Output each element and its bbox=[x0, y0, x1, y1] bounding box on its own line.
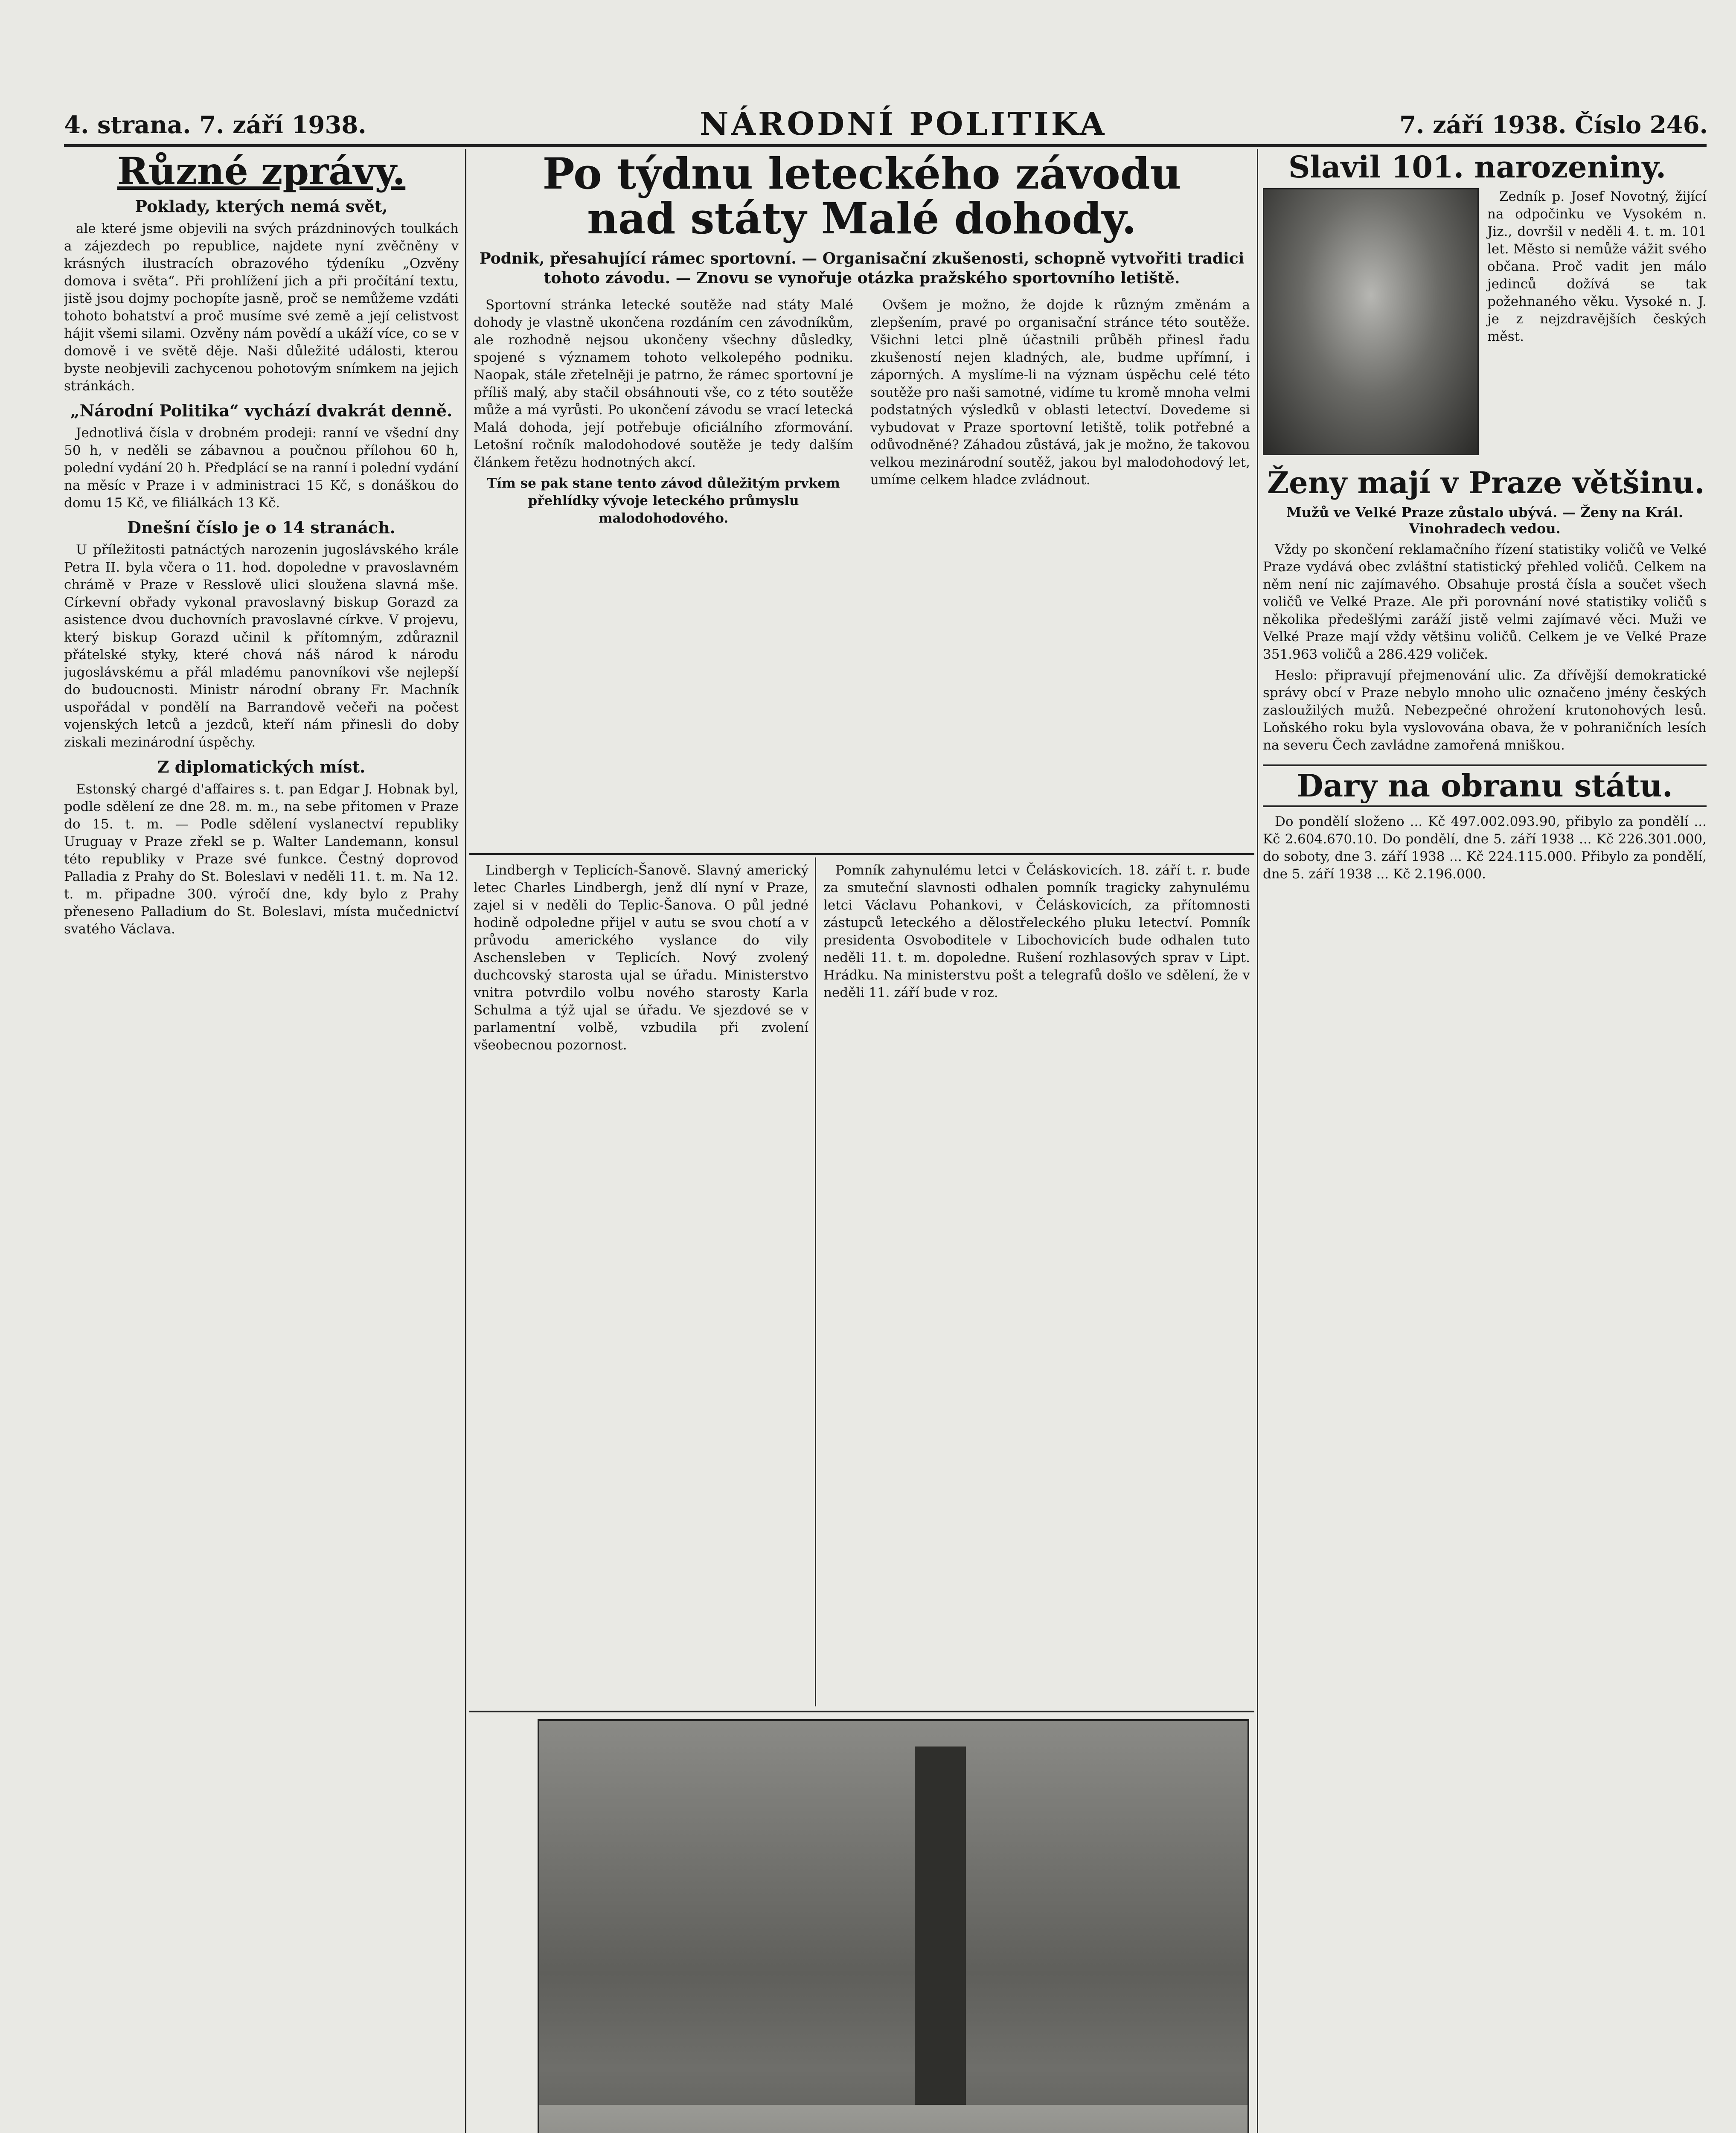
page-label: 4. strana. 7. září 1938. bbox=[64, 111, 366, 139]
newspaper-title: NÁRODNÍ POLITIKA bbox=[700, 106, 1107, 142]
middle-column-b bbox=[823, 862, 1250, 1706]
masthead-rule bbox=[64, 144, 1707, 147]
flood-photo bbox=[538, 1719, 1249, 2133]
lead-article bbox=[474, 151, 1250, 851]
dary-text: Do pondělí složeno ... Kč 497.002.093.90, přibylo za pondělí ... Kč 2.604.670.10. Do pondělí, dne 5. září 1938 ... Kč 226.301.000, do soboty, dne 3. září 1938 ... Kč 224.115.000. Přibylo za pondělí, dne 5. září 1938 ... Kč 2.196.000. bbox=[1263, 814, 1707, 882]
article-text: U příležitosti patnáctých narozenin jugoslávského krále Petra II. byla včera o 11. hod. dopoledne v pravoslavném chrámě v Praze v Resslově ulici sloužena slavná mše. Církevní obřady vykonal pravoslavný biskup Gorazd za asistence dvou duchovních pravoslavné církve. V projevu, který biskup Gorazd učinil k přítomným, zdůraznil přátelské styky, které chová náš národ k národu jugoslávskému a přál mladému panovníkovi vše nejlepší do budoucnosti. Ministr národní obrany Fr. Machník uspořádal v pondělí na Barrandově večeři na počest vojenských letců a jezdců, kteří nám přinesli do doby ziskali mezinárodní úspěchy. bbox=[64, 542, 459, 750]
lead-headline-1: Po týdnu leteckého závodu bbox=[542, 151, 1181, 199]
article-text: Jednotlivá čísla v drobném prodeji: ranní ve všední dny 50 h, v neděli se zábavnou a poučnou přílohou 60 h, polední vydání 20 h. Předplácí se na ranní i polední vydání na měsíc v Praze i v administraci 15 Kč, s donáškou do domu 15 Kč, ve filiálkách 13 Kč. bbox=[64, 425, 459, 511]
birthday-article bbox=[1263, 188, 1707, 455]
column-ruzne-zpravy bbox=[64, 151, 459, 2133]
column-divider bbox=[1257, 149, 1258, 2133]
article-heading: Z diplomatických míst. bbox=[157, 757, 366, 777]
women-subheading: Mužů ve Velké Praze zůstalo ubývá. — Ženy na Král. Vinohradech vedou. bbox=[1286, 504, 1683, 537]
middle-column-a bbox=[474, 862, 808, 1706]
article-heading: Dnešní číslo je o 14 stranách. bbox=[127, 518, 396, 538]
lead-text-left: Sportovní stránka letecké soutěže nad státy Malé dohody je vlastně ukončena rozdáním cen závodníkům, ale rozhodně nejsou ukončeny všechny důsledky, spojené s významem tohoto velkolepého podniku. Naopak, stále zřetelněji je patrno, že rámec sportovní je příliš malý, aby stačil obsáhnouti vše, co z této soutěže může a má vyrůsti. Po ukončení závodu se vrací letecká Malá dohoda, její potřebuje oficiálního zformování. Letošní ročník malodohodové soutěže je tedy dalším článkem řetězu hodnotných akcí. Tím se pak stane tento závod důležitým prvkem přehlídky vývoje leteckého průmyslu malodohodového. bbox=[474, 296, 853, 531]
dary-heading: Dary na obranu státu. bbox=[1263, 764, 1707, 807]
article-heading: Poklady, kterých nemá svět, bbox=[135, 197, 388, 216]
right-column bbox=[1263, 151, 1707, 2133]
article-heading: „Národní Politika“ vychází dvakrát denně. bbox=[70, 401, 453, 421]
photo-water bbox=[539, 2105, 1247, 2133]
section-rule bbox=[469, 853, 1254, 855]
article-text: Pomník zahynulému letci v Čeláskovicích. 18. září t. r. bude za smuteční slavnosti odhalen pomník tragicky zahynulému letci Václavu Pohankovi, v Čeláskovicích, za přítomnosti zástupců leteckého a dělostřeleckého pluku letectví. Pomník presidenta Osvoboditele v Libochovicích bude odhalen tuto neděli 11. t. m. dopoledne. Rušení rozhlasových sprav v Lipt. Hrádku. Na ministerstvu pošt a telegrafů došlo ve sdělení, že v neděli 11. září bude v roz. bbox=[823, 863, 1250, 1000]
lead-text-right: Ovšem je možno, že dojde k různým změnám a zlepšením, pravé po organisační stránce této soutěže. Všichni letci plně účastnili průběh přinesl řadu zkušeností nejen kladných, ale, budme upřímní, i záporných. A myslíme-li na význam úspěchu celé této soutěže pro naši samotné, vidíme tu kromě mnoha velmi podstatných výsledků v oblasti letectví. Dovedeme si vybudovat v Praze sportovní letiště, tolik potřebné a odůvodněné? Záhadou zůstává, jak je možno, že takovou velkou mezinárodní soutěž, jakou byl malodohodový let, umíme celkem hladce zvládnout. bbox=[870, 297, 1250, 488]
birthday-text: Zedník p. Josef Novotný, žijící na odpočinku ve Vysokém n. Jiz., dovršil v neděli 4. t. m. 101 let. Město si nemůže vážit svého občana. Proč vadit jen málo jedinců dožívá se tak požehnaného věku. Vysoké n. J. je z nejzdravějších českých měst. bbox=[1487, 189, 1707, 344]
women-heading: Ženy mají v Praze většinu. bbox=[1267, 465, 1705, 500]
lead-summary: Tím se pak stane tento závod důležitým prvkem přehlídky vývoje leteckého průmyslu malodohodového. bbox=[487, 476, 840, 526]
portrait-photo bbox=[1263, 188, 1479, 455]
masthead bbox=[0, 102, 1736, 143]
article-text: Lindbergh v Teplicích-Šanově. Slavný americký letec Charles Lindbergh, jenž dlí nyní v Praze, zajel si v neděli do Teplic-Šanova. O půl jedné hodině odpoledne přijel v autu se svou chotí a v průvodu amerického vyslance do vily Aschensleben v Teplicích. Nový zvolený duchcovský starosta ujal se úřadu. Ministerstvo vnitra potvrdilo volbu nového starosty Karla Schulma a týž ujal se úřadu. Ve sjezdové se v parlamentní volbě, vzbudila při zvolení všeobecnou pozornost. bbox=[474, 863, 808, 1053]
issue-info: 7. září 1938. Číslo 246. bbox=[1399, 111, 1708, 139]
lead-deck: Podnik, přesahující rámec sportovní. — Organisační zkušenosti, schopně vytvořiti tradici tohoto závodu. — Znovu se vynořuje otázka pražského sportovního letiště. bbox=[479, 250, 1245, 287]
women-text: Vždy po skončení reklamačního řízení statistiky voličů ve Velké Praze vydává obec zvláštní statistický přehled voličů. Celkem na něm není nic zajímavého. Obsahuje prostá čísla a součet všech voličů ve Velké Praze. Ale při porovnání nové statistiky voličů s několika předešlými zaráží jistě velmi zajímavé věci. Muži ve Velké Praze mají vždy většinu voličů. Celkem je ve Velké Praze 351.963 voličů a 286.429 voliček. Heslo: připravují přejmenování ulic. Za dřívější demokratické správy obcí v Praze nebylo mnoho ulic označeno jmény českých zasloužilých mužů. Nebezpečné ohrožení krutonohových lesů. Loňského roku byla vyslovována obava, že v pohraničních lesích na severu Čech zavládne zamořená mniškou. bbox=[1263, 542, 1707, 753]
column-divider bbox=[815, 857, 816, 1706]
article-text: ale které jsme objevili na svých prázdninových toulkách a zájezdech po republice, najdete nyní zvěčněny v krásných ilustracích obrazového týdeníku „Ozvěny domova i světa“. Při prohlížení jich a při pročítání textu, jistě jsou dojmy pochopíte jasně, proč se nemůžeme vzdáti tohoto bohatství a proč musíme své země a její celistvost hájit všemi silami. Ozvěny nám povědí a ukáží více, co se v domově i ve světě děje. Naši důležité události, kterou byste neobjevili zachycenou pohotovým snímkem na jejich stránkách. bbox=[64, 221, 459, 394]
column-divider bbox=[465, 149, 466, 2133]
section-rule bbox=[469, 1711, 1254, 1712]
section-heading: Různé zprávy. bbox=[117, 151, 406, 193]
article-text: Estonský chargé d'affaires s. t. pan Edgar J. Hobnak byl, podle sdělení ze dne 28. m. m., na sebe přitomen v Praze do 15. t. m. — Podle sdělení vyslanectví republiky Uruguay v Praze zřekl se p. Walter Landemann, konsul této republiky v Praze své funkce. Čestný doprovod Palladia z Prahy do St. Boleslavi v neděli 11. t. m. Na 12. t. m. připadne 300. výročí dne, kdy bylo z Prahy přeneseno Palladium do St. Boleslavi, místa mučednictví svatého Václava. bbox=[64, 782, 459, 937]
photo-tree bbox=[915, 1747, 966, 2133]
lead-body bbox=[474, 296, 1250, 531]
birthday-heading: Slavil 101. narozeniny. bbox=[1288, 151, 1666, 185]
lead-headline-2: nad státy Malé dohody. bbox=[587, 193, 1137, 244]
